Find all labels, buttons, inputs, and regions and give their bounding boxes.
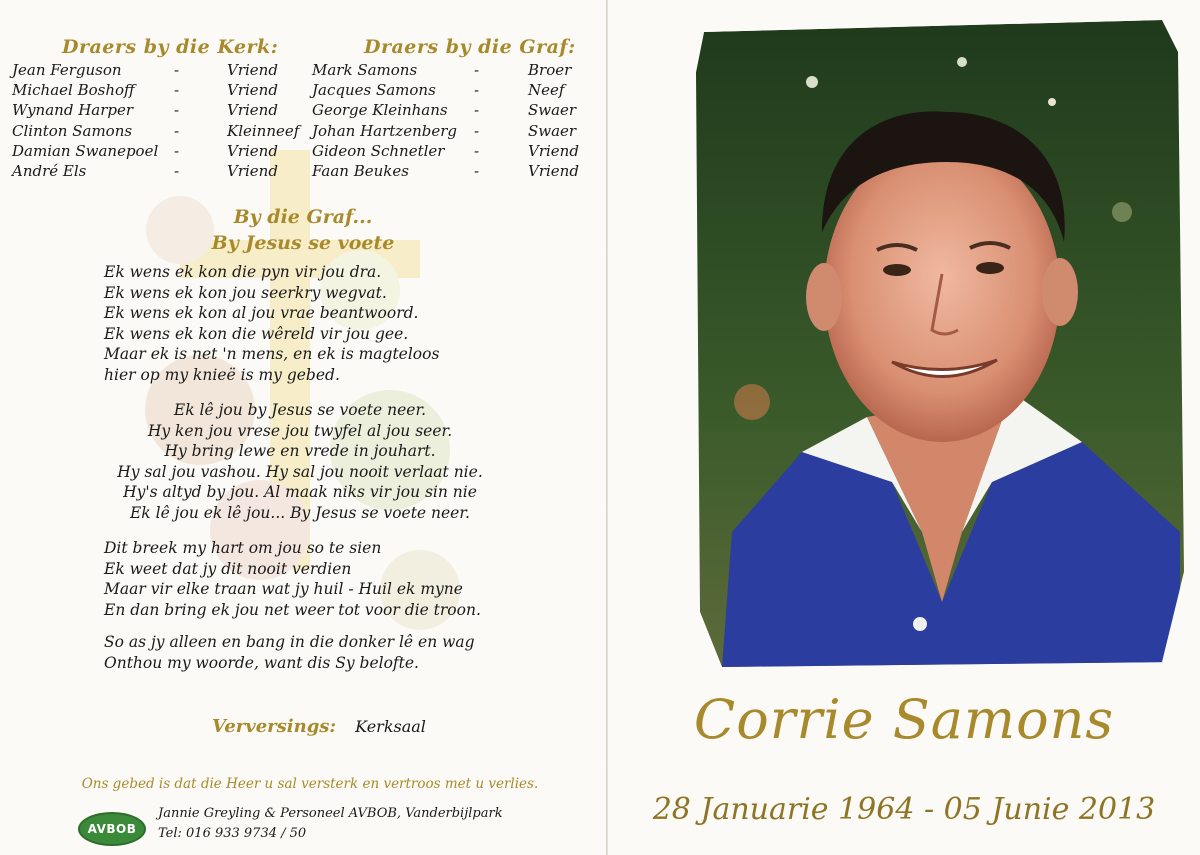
poem-stanza-1: Ek wens ek kon die pyn vir jou dra. Ek wens ek kon jou seerkry wegvat. Ek wens ek kon al jou vrae beantwoord. Ek wens ek kon die wêreld vir jou gee. Maar ek is net 'n mens, en ek is magteloos hier op my knieë is my gebed. (104, 263, 440, 384)
poem-subtitle: By Jesus se voete (211, 232, 395, 254)
undertaker-phone: Tel: 016 933 9734 / 50 (158, 826, 307, 841)
poem-stanza-3: Dit breek my hart om jou so te sien Ek weet dat jy dit nooit verdien Maar vir elke traan wat jy huil - Huil ek myne En dan bring ek jou net weer tot voor die troon. (104, 539, 481, 619)
church-bearers-heading: Draers by die Kerk: (62, 36, 279, 58)
avbob-logo: AVBOB (78, 812, 146, 846)
poem-stanza-4: So as jy alleen en bang in die donker lê en wag Onthou my woorde, want dis Sy belofte. (104, 633, 475, 672)
list-item: Wynand Harper - Vriend (12, 101, 278, 120)
prayer-text: Ons gebed is dat die Heer u sal versterk en vertroos met u verlies. (81, 776, 539, 792)
cover-page (608, 0, 1200, 855)
grave-bearers-heading: Draers by die Graf: (364, 36, 576, 58)
list-item: George Kleinhans - Swaer (312, 101, 577, 120)
list-item: Jacques Samons - Neef (312, 81, 565, 100)
list-item: Mark Samons - Broer (312, 61, 572, 79)
refreshments-venue: Kerksaal (355, 717, 426, 736)
deceased-name: Corrie Samons (693, 688, 1115, 751)
church-bearers-list (12, 60, 302, 181)
list-item: Johan Hartzenberg - Swaer (312, 121, 577, 140)
list-item: Faan Beukes - Vriend (312, 161, 579, 180)
refreshments-label: Verversings: (212, 716, 337, 737)
refreshments-line (212, 716, 426, 737)
poem-stanza-2: Ek lê jou by Jesus se voete neer. Hy ken jou vrese jou twyfel al jou seer. Hy bring lewe en vrede in jouhart. Hy sal jou vashou. Hy sal jou nooit verlaat nie. Hy's altyd by jou. Al maak niks vir jou sin nie Ek lê jou ek lê jou... By Jesus se voete neer. (117, 401, 483, 522)
list-item: Jean Ferguson - Vriend (12, 61, 278, 79)
undertaker-name: Jannie Greyling & Personeel AVBOB, Vanderbijlpark (158, 806, 503, 821)
portrait-photo (692, 12, 1192, 672)
undertaker-details (158, 804, 503, 844)
poem-title: By die Graf... (233, 206, 373, 228)
list-item: Clinton Samons - Kleinneef (12, 121, 300, 140)
list-item: Damian Swanepoel - Vriend (12, 141, 278, 160)
list-item: André Els - Vriend (12, 161, 278, 180)
list-item: Gideon Schnetler - Vriend (312, 141, 579, 160)
life-dates: 28 Januarie 1964 - 05 Junie 2013 (652, 792, 1156, 827)
list-item: Michael Boshoff - Vriend (12, 81, 278, 100)
grave-bearers-list (312, 60, 602, 181)
